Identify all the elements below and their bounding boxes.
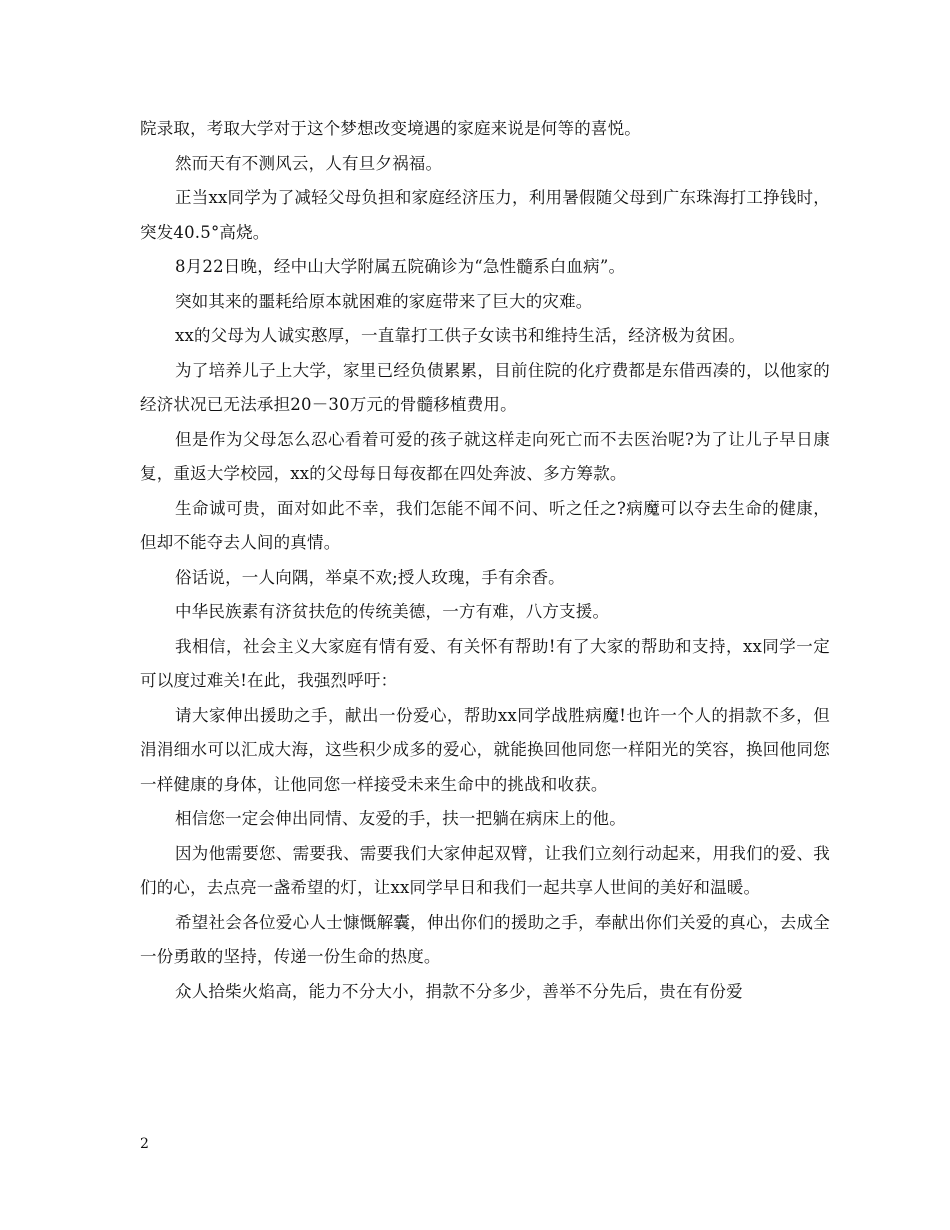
paragraph-1: 院录取，考取大学对于这个梦想改变境遇的家庭来说是何等的喜悦。 bbox=[140, 119, 641, 138]
paragraph-7: 为了培养儿子上大学，家里已经负债累累，目前住院的化疗费都是东借西凑的，以他家的经济状况已无法承担20－30万元的骨髓移植费用。 bbox=[140, 360, 830, 414]
paragraph-12: 我相信，社会主义大家庭有情有爱、有关怀有帮助!有了大家的帮助和支持，xx同学一定可以度过难关!在此，我强烈呼吁： bbox=[140, 636, 830, 690]
paragraph-13: 请大家伸出援助之手，献出一份爱心，帮助xx同学战胜病魔!也许一个人的捐款不多，但涓涓细水可以汇成大海，这些积少成多的爱心，就能换回他同您一样阳光的笑容，换回他同您一样健康的身体，让他同您一样接受未来生命中的挑战和收获。 bbox=[140, 705, 830, 794]
paragraph-11: 中华民族素有济贫扶危的传统美德，一方有难，八方支援。 bbox=[175, 602, 610, 621]
paragraph-5: 突如其来的噩耗给原本就困难的家庭带来了巨大的灾难。 bbox=[175, 291, 593, 311]
paragraph-17: 众人拾柴火焰高，能力不分大小，捐款不分多少，善举不分先后，贵在有份爱 bbox=[175, 981, 743, 1001]
paragraph-16: 希望社会各位爱心人士慷慨解囊，伸出你们的援助之手，奉献出你们关爱的真心，去成全一份勇敢的坚持，传递一份生命的热度。 bbox=[140, 912, 830, 966]
paragraph-14: 相信您一定会伸出同情、友爱的手，扶一把躺在病床上的他。 bbox=[175, 809, 626, 828]
paragraph-15: 因为他需要您、需要我、需要我们大家伸起双臂，让我们立刻行动起来，用我们的爱、我们的心，去点亮一盏希望的灯，让xx同学早日和我们一起共享人世间的美好和温暖。 bbox=[140, 843, 830, 897]
paragraph-6: xx的父母为人诚实憨厚，一直靠打工供子女读书和维持生活，经济极为贫困。 bbox=[175, 326, 746, 345]
paragraph-4: 8月22日晚，经中山大学附属五院确诊为“急性髓系白血病”。 bbox=[175, 257, 626, 276]
paragraph-9: 生命诚可贵，面对如此不幸，我们怎能不闻不问、听之任之?病魔可以夺去生命的健康，但却不能夺去人间的真情。 bbox=[140, 498, 830, 552]
document-body bbox=[140, 112, 830, 1009]
paragraph-10: 俗话说，一人向隅，举桌不欢;授人玫瑰，手有余香。 bbox=[175, 567, 565, 587]
paragraph-3: 正当xx同学为了减轻父母负担和家庭经济压力，利用暑假随父母到广东珠海打工挣钱时，突发40.5°高烧。 bbox=[140, 188, 830, 242]
page-number: 2 bbox=[140, 1136, 149, 1152]
paragraph-2: 然而天有不测风云，人有旦夕祸福。 bbox=[175, 153, 443, 173]
paragraph-8: 但是作为父母怎么忍心看着可爱的孩子就这样走向死亡而不去医治呢?为了让儿子早日康复，重返大学校园，xx的父母每日每夜都在四处奔波、多方筹款。 bbox=[140, 429, 830, 483]
